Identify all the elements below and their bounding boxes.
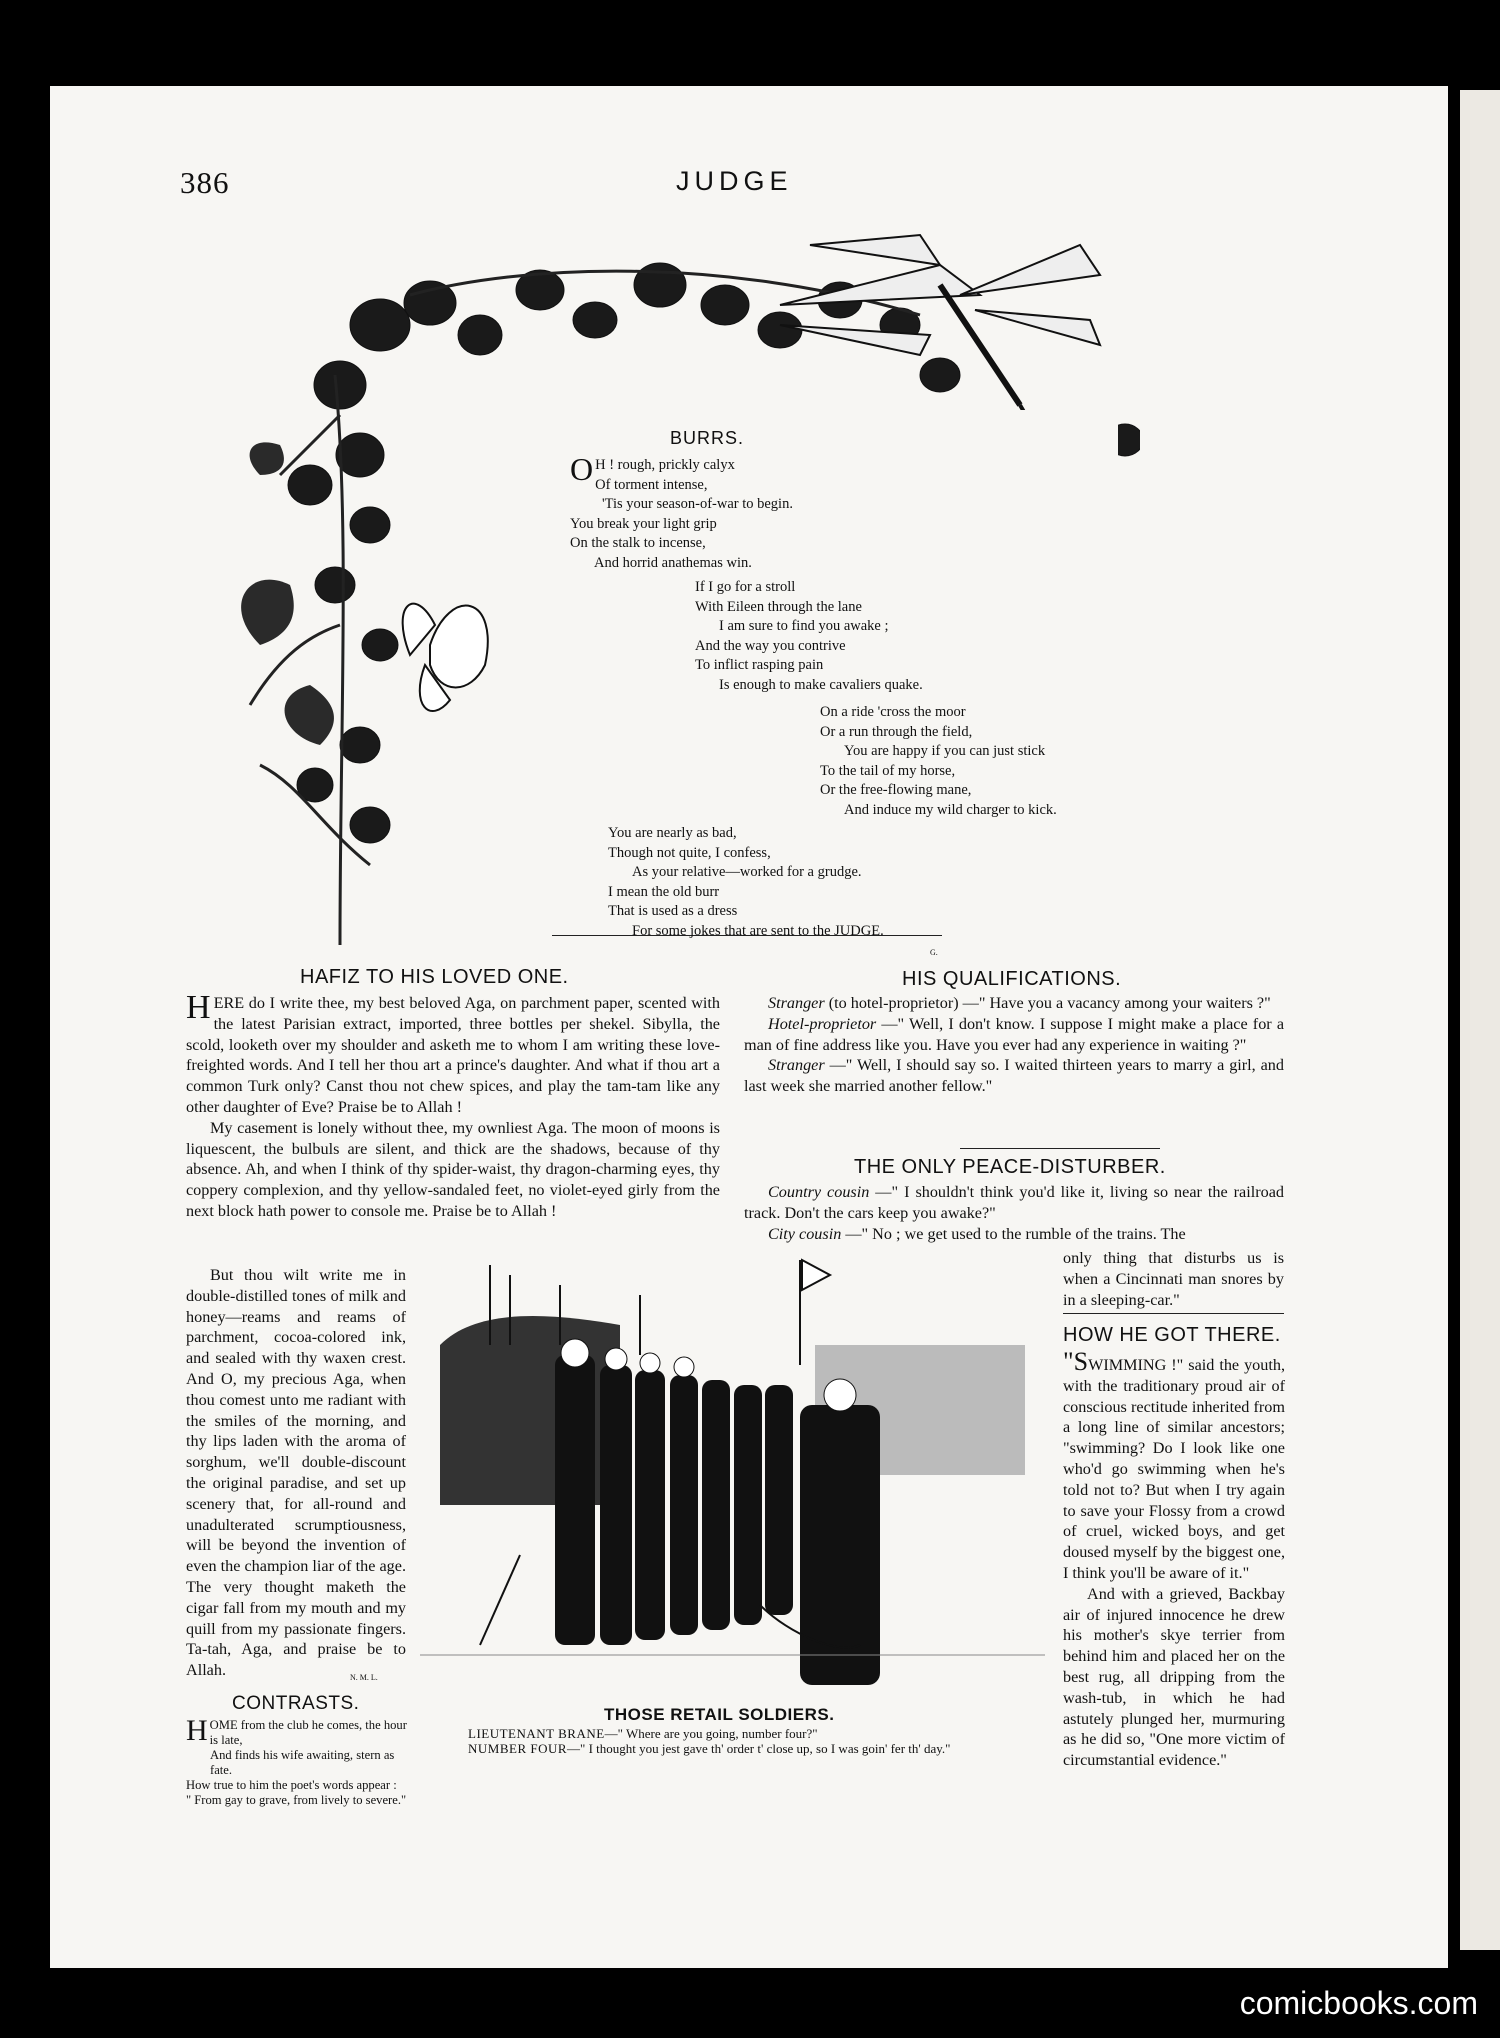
howhe-paragraph-1: "SWIMMING !" said the youth, with the traditionary proud air of conscious rectitude inherited from a long line of similar ancestors; "swimming? Do I look like one who'd go swimming when he's told not to? But when I try again to save your Flossy from a crowd of cruel, wicked boys, and get doused myself by the biggest one, I think you'll be aware of it." — [1063, 1347, 1285, 1582]
howhe-title: HOW HE GOT THERE. — [1063, 1324, 1281, 1346]
section-divider — [1063, 1313, 1284, 1314]
soldiers-illustration — [420, 1255, 1045, 1705]
contrasts-line: " From gay to grave, from lively to severe." — [186, 1793, 407, 1807]
poem-line: 'Tis your season-of-war to begin. — [602, 496, 793, 513]
peace-body-cont — [1063, 1248, 1284, 1310]
watermark: comicbooks.com — [1239, 1985, 1478, 2021]
caption-speaker: LIEUTENANT BRANE — [468, 1726, 605, 1741]
poem-stanza-3 — [820, 703, 1057, 821]
hafiz-body-top — [186, 989, 720, 1222]
poem-line: On the stalk to incense, — [570, 535, 706, 552]
peace-title: THE ONLY PEACE-DISTURBER. — [854, 1156, 1166, 1178]
poem-line: To the tail of my horse, — [820, 762, 956, 779]
poem-line: To inflict rasping pain — [695, 657, 824, 674]
contrasts-line: OME from the club he comes, the hour is late, — [209, 1718, 407, 1747]
peace-body — [744, 1182, 1284, 1244]
poem-dropcap: O — [570, 451, 594, 487]
poem-line: Though not quite, I confess, — [608, 844, 771, 861]
poem-line: For some jokes that are sent to the JUDGE. — [632, 922, 884, 939]
hafiz-paragraph-2: My casement is lonely without thee, my ownliest Aga. The moon of moons is liquescent, the bulbuls are silent, and thick are the shadows, because of thy absence. Ah, and when I think of thy spider-waist, thy dragon-charming eyes, thy coppery complexion, and thy yellow-sandaled feet, no violet-eyed girly from the next block hath power to console me. Praise be to Allah ! — [186, 1118, 720, 1220]
poem-title: BURRS. — [670, 428, 745, 448]
caption-text: —" I thought you jest gave th' order t' close up, so I was goin' fer th' day." — [567, 1741, 951, 1756]
hafiz-paragraph-1 — [186, 989, 720, 1118]
adjacent-page-edge — [1460, 90, 1500, 1950]
qualifications-paragraph: Stranger —" Well, I should say so. I waited thirteen years to marry a girl, and last week she married another fellow." — [744, 1056, 1284, 1096]
poem-line: You are nearly as bad, — [608, 825, 737, 841]
howhe-dropcap: "S — [1063, 1347, 1089, 1376]
poem-line: And horrid anathemas win. — [594, 554, 752, 571]
illustration-caption-title: THOSE RETAIL SOLDIERS. — [604, 1705, 835, 1724]
caption-speaker: NUMBER FOUR — [468, 1741, 568, 1756]
hafiz-text: ERE do I write thee, my best beloved Aga, on parchment paper, scented with the latest Parisian extract, imported, three bottles per shekel. Sibylla, the scold, looketh over my shoulder and asketh me to whom I am writing these love-freighted words. And I tell her thou art a prince's daughter. And what if thou art a common Turk only? Canst thou not chew spices, and play the tam-tam like any other daughter of Eve? Praise be to Allah ! — [186, 994, 720, 1116]
poem-line: I mean the old burr — [608, 883, 720, 900]
masthead: JUDGE — [676, 166, 793, 196]
poem-line: Or the free-flowing mane, — [820, 782, 972, 799]
poem-signature: G. — [930, 948, 938, 957]
qualifications-title: HIS QUALIFICATIONS. — [902, 968, 1122, 990]
hafiz-body-column — [186, 1265, 406, 1681]
howhe-body — [1063, 1347, 1285, 1771]
contrasts-line: And finds his wife awaiting, stern as fate. — [210, 1748, 395, 1777]
poem-stanza-2 — [695, 578, 923, 696]
poem-line: You break your light grip — [570, 515, 717, 532]
contrasts-dropcap: H — [186, 1714, 208, 1747]
poem-stanza-4 — [608, 824, 884, 942]
hafiz-title: HAFIZ TO HIS LOVED ONE. — [300, 966, 569, 988]
poem-line: That is used as a dress — [608, 903, 738, 920]
qualifications-body — [744, 993, 1284, 1097]
hafiz-signature: N. M. L. — [350, 1673, 378, 1682]
qualifications-paragraph: Hotel-proprietor —" Well, I don't know. I suppose I might make a place for a man of fine address like you. Have you ever had any experience in waiting ?" — [744, 1014, 1284, 1054]
qualifications-paragraph: Stranger (to hotel-proprietor) —" Have you a vacancy among your waiters ?" — [768, 994, 1271, 1012]
peace-paragraph: City cousin —" No ; we get used to the rumble of the trains. The — [768, 1224, 1186, 1243]
hafiz-paragraph-3: But thou wilt write me in double-distilled tones of milk and honey—reams and reams of parchment, cocoa-colored ink, and sealed with thy waxen crest. And O, my precious Aga, when thou comest unto me radiant with the smiles of the morning, and thy lips laden with the aroma of sorghum, we'll double-discount the original paradise, and set up scenery that, for all-round and unadulterated scrumptiousness, will be beyond the invention of even the champion liar of the age. The very thought maketh the cigar fall from my mouth and my quill from my passionate fingers. Ta-tah, Aga, and praise be to Allah. — [186, 1266, 406, 1680]
page-number: 386 — [180, 165, 230, 200]
poem-line: I am sure to find you awake ; — [719, 618, 889, 635]
poem-line: Or a run through the field, — [820, 723, 973, 740]
contrasts-verse — [186, 1714, 408, 1808]
illustration-caption — [432, 1726, 1042, 1756]
poem-line: And the way you contrive — [695, 637, 846, 654]
howhe-paragraph-2: And with a grieved, Backbay air of injured innocence he drew his mother's skye terrier from behind him and placed her on the best rug, all dripping from the wash-tub, in which he had astutely plunged her, murmuring as he did so, "One more victim of circumstantial evidence." — [1063, 1584, 1285, 1770]
poem-line: Of torment intense, — [595, 476, 708, 493]
contrasts-line: How true to him the poet's words appear : — [186, 1778, 397, 1792]
caption-text: —" Where are you going, number four?" — [604, 1726, 818, 1741]
poem-line: On a ride 'cross the moor — [820, 704, 966, 720]
peace-paragraph: Country cousin —" I shouldn't think you'd like it, living so near the railroad track. Don't the cars keep you awake?" — [744, 1183, 1284, 1222]
hafiz-dropcap: H — [186, 989, 211, 1026]
poem-stanza-1 — [570, 451, 793, 574]
section-divider — [960, 1148, 1160, 1149]
poem-line: You are happy if you can just stick — [844, 743, 1046, 760]
contrasts-title: CONTRASTS. — [232, 1693, 360, 1714]
butterfly — [403, 604, 488, 711]
poem-line: Is enough to make cavaliers quake. — [719, 676, 923, 693]
poem-line: If I go for a stroll — [695, 579, 796, 595]
poem-line: H ! rough, prickly calyx — [595, 457, 735, 473]
poem-line: With Eileen through the lane — [695, 598, 862, 615]
poem-line: As your relative—worked for a grudge. — [632, 864, 862, 881]
peace-paragraph-cont: only thing that disturbs us is when a Cincinnati man snores by in a sleeping-car." — [1063, 1249, 1284, 1309]
poem-line: And induce my wild charger to kick. — [844, 801, 1057, 818]
